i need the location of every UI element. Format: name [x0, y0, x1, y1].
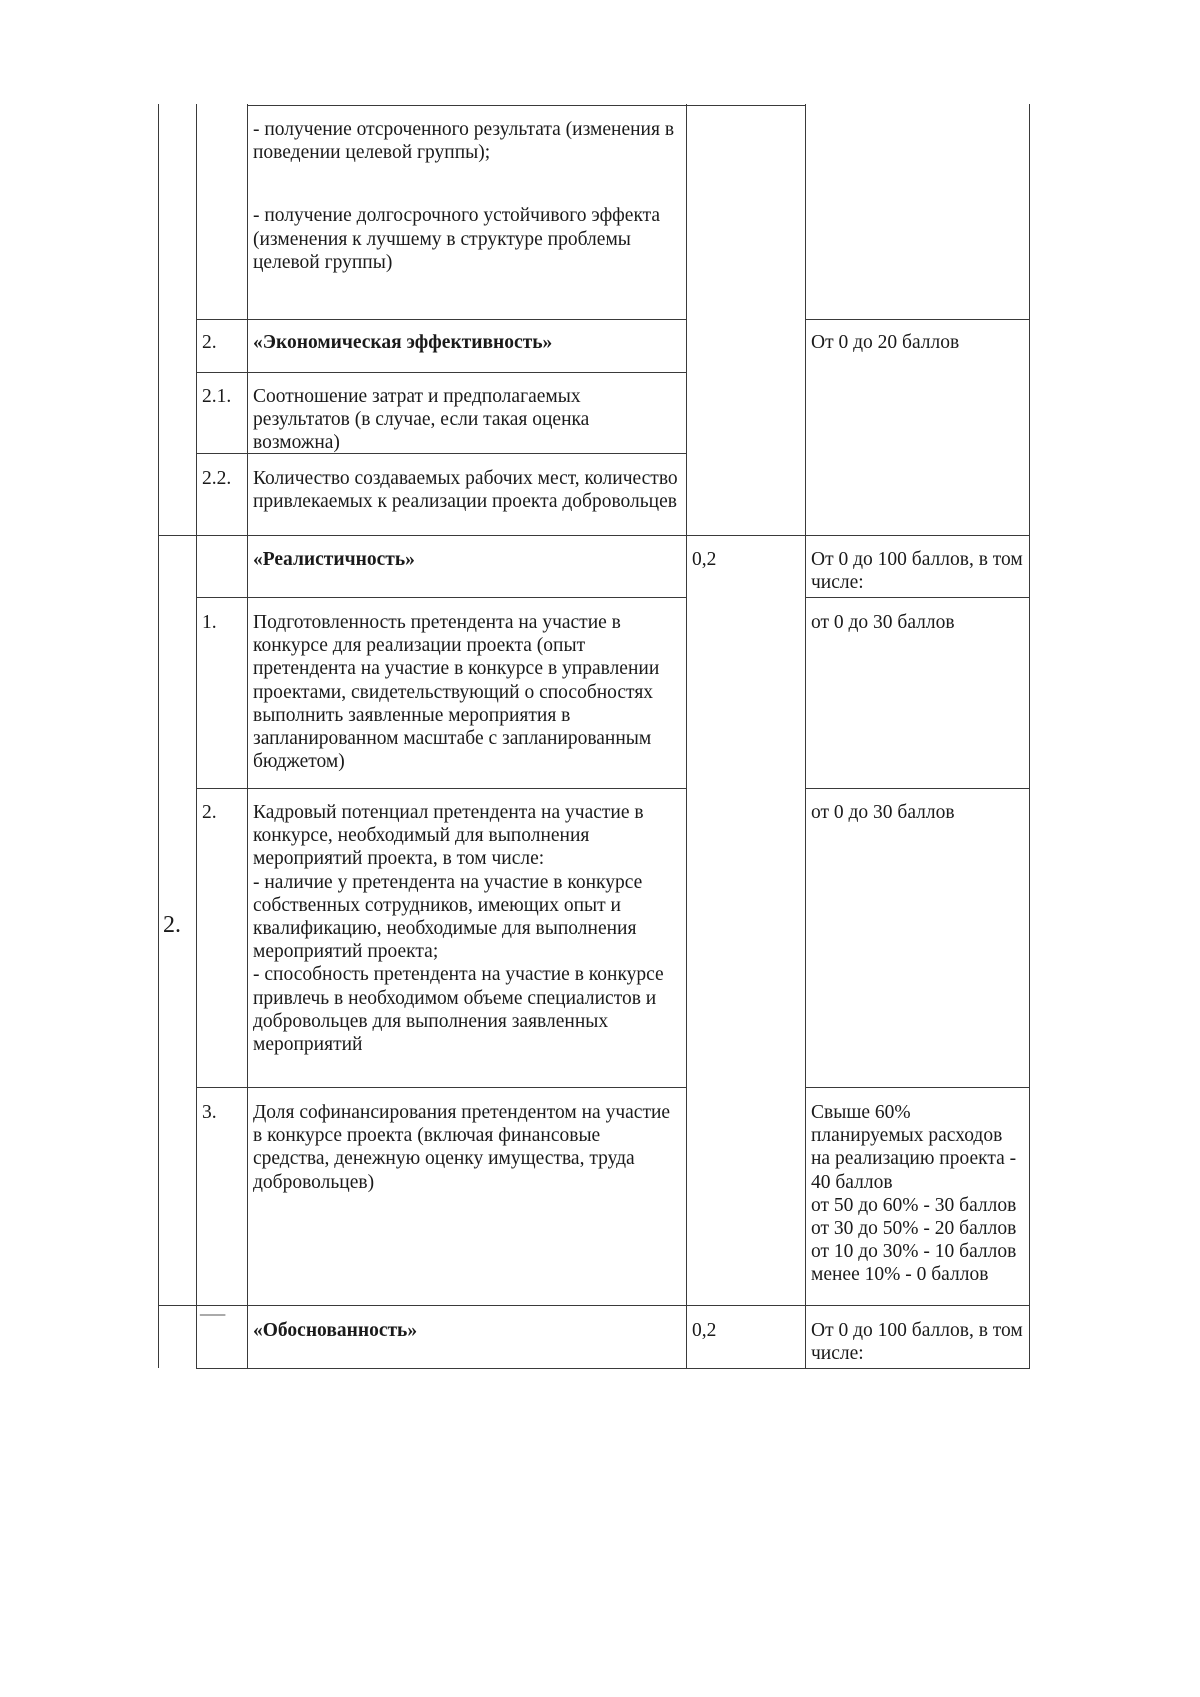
score-line: от 50 до 60% - 30 баллов	[811, 1194, 1017, 1216]
criterion-text: Доля софинансирования претендентом на участие в конкурсе проекта (включая финансовые средства, денежную оценку имущества, труда добровольцев)	[253, 1102, 671, 1193]
table-border-weight-col	[686, 104, 687, 1369]
table-border-left	[158, 104, 159, 1368]
row-divider	[805, 788, 1030, 789]
score-line: Свыше 60% планируемых расходов на реализацию проекта - 40 баллов	[811, 1102, 1017, 1193]
row-divider	[805, 597, 1030, 598]
row-number: 2.1.	[202, 386, 232, 407]
staffing-item-own-staff: - наличие у претендента на участие в конкурсе собственных сотрудников, имеющих опыт и квалификацию, необходимые для выполнения мероприятий проекта;	[253, 871, 643, 963]
row-divider	[805, 319, 1030, 320]
criterion-title-justification: «Обоснованность»	[253, 1320, 418, 1341]
cofinancing-score-list	[811, 1101, 1025, 1287]
criterion-title-economic: «Экономическая эффективность»	[253, 332, 553, 353]
outcome-item-long-term: - получение долгосрочного устойчивого эффекта (изменения к лучшему в структуре проблемы целевой группы)	[253, 205, 661, 273]
row-number: 2.	[202, 802, 217, 823]
row-number: 2.2.	[202, 468, 232, 489]
staffing-intro: Кадровый потенциал претендента на участие в конкурсе, необходимый для выполнения мероприятий проекта, в том числе:	[253, 802, 644, 870]
table-border-score-col	[805, 104, 806, 1369]
criterion-text: Количество создаваемых рабочих мест, количество привлекаемых к реализации проекта добровольцев	[253, 468, 678, 513]
row-divider	[196, 372, 687, 373]
row-divider	[805, 1087, 1030, 1088]
row-divider	[196, 1087, 687, 1088]
row-divider	[158, 535, 1030, 536]
outcome-item-deferred: - получение отсроченного результата (изменения в поведении целевой группы);	[253, 119, 675, 164]
criterion-text-staffing	[253, 801, 681, 1056]
row-divider	[196, 597, 687, 598]
criterion-text: Подготовленность претендента на участие в конкурсе для реализации проекта (опыт претендента на участие в конкурсе в управлении проектами, свидетельствующий о способностях выполнить заявленные мероприятия в запланированном масштабе с запланированным бюджетом)	[253, 612, 660, 773]
table-border-bottom	[196, 1368, 1030, 1369]
section-number: 2.	[163, 912, 181, 938]
row-divider	[196, 788, 687, 789]
criterion-text: Соотношение затрат и предполагаемых результатов (в случае, если такая оценка возможна)	[253, 386, 590, 454]
row-number: 2.	[202, 332, 217, 353]
score-range: От 0 до 20 баллов	[811, 332, 960, 353]
criterion-title-realism: «Реалистичность»	[253, 549, 415, 570]
score-line: от 30 до 50% - 20 баллов	[811, 1218, 1017, 1240]
row-number: 1.	[202, 612, 217, 633]
row-divider	[158, 1305, 1030, 1306]
staffing-item-volunteers: - способность претендента на участие в конкурсе привлечь в необходимом объеме специалистов и добровольцев для выполнения заявленных мероприятий	[253, 964, 664, 1056]
score-range: от 0 до 30 баллов	[811, 612, 955, 633]
score-line: менее 10% - 0 баллов	[811, 1264, 989, 1286]
row-divider	[247, 105, 806, 106]
table-border-right	[1029, 104, 1030, 1369]
row-number: 3.	[202, 1102, 217, 1123]
score-line: от 10 до 30% - 10 баллов	[811, 1241, 1017, 1263]
row-number-placeholder: ___	[200, 1297, 224, 1318]
criterion-weight: 0,2	[692, 549, 717, 570]
table-border-text-col	[247, 104, 248, 1369]
score-range: от 0 до 30 баллов	[811, 802, 955, 823]
table-border-number-col	[196, 104, 197, 1369]
score-range: От 0 до 100 баллов, в том числе:	[811, 549, 1023, 594]
score-range: От 0 до 100 баллов, в том числе:	[811, 1320, 1023, 1365]
row-divider	[196, 319, 687, 320]
criterion-weight: 0,2	[692, 1320, 717, 1341]
outcome-list-cell	[253, 118, 681, 274]
